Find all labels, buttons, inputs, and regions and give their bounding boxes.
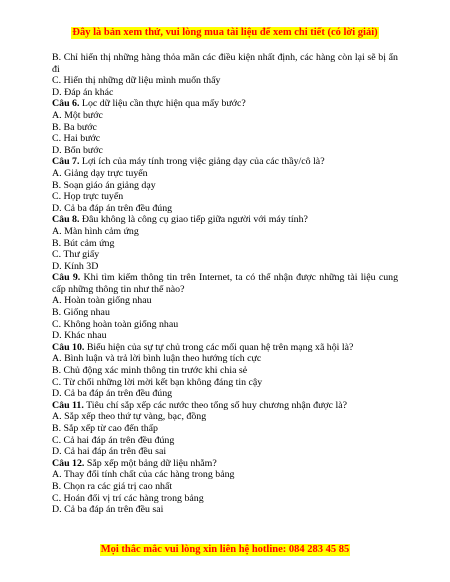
answer-option: C. Hoán đổi vị trí các hàng trong bảng <box>52 492 204 504</box>
answer-option: B. Giống nhau <box>52 307 110 319</box>
question-6 <box>52 98 398 110</box>
answer-option: D. Kính 3D <box>52 260 99 272</box>
preview-notice-banner: Đây là bản xem thử, vui lòng mua tài liệu để xem chi tiết (có lời giải) <box>72 27 378 38</box>
answer-option: A. Thay đổi tính chất của các hàng trong bảng <box>52 469 235 481</box>
intro-option: B. Chỉ hiển thị những hàng thỏa mãn các điều kiện nhất định, các hàng còn lại sẽ bị ẩn đi <box>52 52 398 75</box>
intro-option: C. Hiển thị những dữ liệu mình muốn thấy <box>52 75 221 87</box>
answer-option: D. Cả ba đáp án trên đều đúng <box>52 202 173 214</box>
hotline-contact-banner: Mọi thắc mắc vui lòng xin liên hệ hotline: 084 283 45 85 <box>100 544 350 555</box>
question-text: Lọc dữ liệu cần thực hiện qua mấy bước? <box>81 98 246 110</box>
question-number: Câu 12. <box>52 457 85 469</box>
question-text: Khi tìm kiếm thông tin trên Internet, ta có thể nhận được những tài liệu cung cấp những thông tin như thế nào? <box>52 272 399 295</box>
intro-option: D. Đáp án khác <box>52 86 114 98</box>
question-number: Câu 10. <box>52 341 85 353</box>
answer-option: A. Hoàn toàn giống nhau <box>52 295 152 307</box>
answer-option: B. Chủ động xác minh thông tin trước khi chia sẻ <box>52 365 248 377</box>
question-11 <box>52 400 398 412</box>
question-text: Sắp xếp một bảng dữ liệu nhằm? <box>86 457 217 469</box>
question-9 <box>52 272 398 295</box>
answer-option: B. Chọn ra các giá trị cao nhất <box>52 480 173 492</box>
question-text: Biểu hiện của sự tự chủ trong các mối quan hệ trên mạng xã hội là? <box>86 341 354 353</box>
answer-option: D. Cả ba đáp án trên đều đúng <box>52 388 173 400</box>
answer-option: A. Một bước <box>52 109 103 121</box>
answer-option: B. Soạn giáo án giảng dạy <box>52 179 156 191</box>
answer-option: B. Sắp xếp từ cao đến thấp <box>52 423 158 434</box>
answer-option: D. Bốn bước <box>52 144 103 156</box>
answer-option: A. Màn hình cảm ứng <box>52 225 139 237</box>
answer-option: B. Ba bước <box>52 121 97 133</box>
answer-option: D. Cả hai đáp án trên đều sai <box>52 446 167 458</box>
answer-option: D. Khác nhau <box>52 330 107 342</box>
answer-option: A. Sắp xếp theo thứ tự vàng, bạc, đồng <box>52 411 207 423</box>
question-8 <box>52 214 398 226</box>
answer-option: C. Thư giấy <box>52 249 100 261</box>
answer-option: C. Họp trực tuyến <box>52 191 124 203</box>
question-number: Câu 7. <box>52 156 80 168</box>
answer-option: C. Cả hai đáp án trên đều đúng <box>52 434 175 446</box>
question-number: Câu 6. <box>52 98 80 110</box>
question-text: Tiêu chí sắp xếp các nước theo tổng số huy chương nhận được là? <box>86 399 348 411</box>
answer-option: C. Không hoàn toàn giống nhau <box>52 318 179 330</box>
question-number: Câu 9. <box>52 272 81 284</box>
answer-option: D. Cả ba đáp án trên đều sai <box>52 504 164 516</box>
question-number: Câu 8. <box>52 214 80 226</box>
question-text: Lợi ích của máy tính trong việc giảng dạy của các thầy/cô là? <box>81 156 325 168</box>
document-body <box>52 52 398 516</box>
answer-option: A. Giảng dạy trực tuyến <box>52 167 148 179</box>
question-text: Đâu không là công cụ giao tiếp giữa người với máy tính? <box>81 214 308 226</box>
answer-option: C. Hai bước <box>52 133 101 145</box>
answer-option: A. Bình luận và trả lời bình luận theo hướng tích cực <box>52 353 262 365</box>
answer-option: B. Bút cảm ứng <box>52 237 115 249</box>
question-12 <box>52 458 398 470</box>
question-7 <box>52 156 398 168</box>
question-10 <box>52 342 398 354</box>
answer-option: C. Từ chối những lời mời kết bạn không đáng tin cậy <box>52 376 263 388</box>
question-number: Câu 11. <box>52 399 84 411</box>
